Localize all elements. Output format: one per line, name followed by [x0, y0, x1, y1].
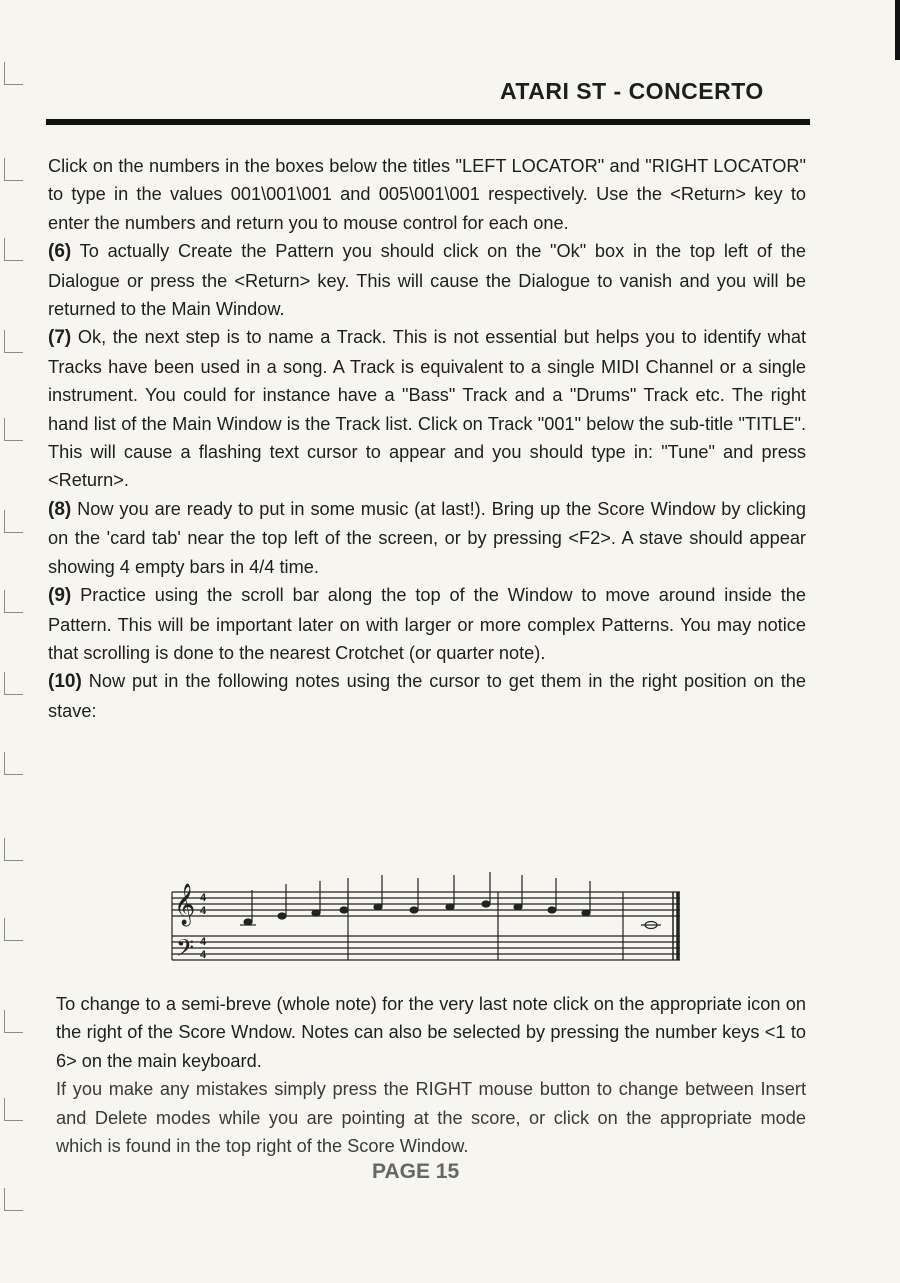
paragraph-locators: Click on the numbers in the boxes below the titles "LEFT LOCATOR" and "RIGHT LOCATOR" to type in the values 001\001\001 and 005\001\001 respectively. Use the <Return> key to enter the numbers and return you to mouse control for each one. [48, 156, 806, 233]
binding-mark [4, 752, 23, 775]
binding-mark [4, 330, 23, 353]
closing-text [56, 990, 806, 1160]
binding-mark [4, 62, 23, 85]
treble-clef-icon [174, 883, 195, 926]
step-number: (10) [48, 671, 82, 693]
binding-mark [4, 672, 23, 695]
paragraph-step-7 [48, 323, 806, 494]
binding-mark [4, 510, 23, 533]
page-header-title: ATARI ST - CONCERTO [500, 78, 764, 104]
page-number: PAGE 15 [372, 1160, 460, 1183]
body-text [48, 152, 806, 725]
paragraph-step-8 [48, 495, 806, 581]
step-text: Now you are ready to put in some music (at last!). Bring up the Score Window by clicking on the 'card tab' near the top left of the screen, or by pressing <F2>. A stave should appear showing 4 empty bars in 4/4 time. [48, 498, 806, 577]
binding-mark [4, 1098, 23, 1121]
paragraph-step-6 [48, 237, 806, 323]
binding-mark [4, 158, 23, 181]
paragraph-step-9 [48, 581, 806, 667]
paragraph-mistakes: If you make any mistakes simply press the RIGHT mouse button to change between Insert and Delete modes while you are pointing at the score, or click on the appropriate mode which is found in the top right of the Score Window. [56, 1079, 806, 1157]
binding-mark [4, 838, 23, 861]
binding-mark [4, 918, 23, 941]
binding-mark [4, 1010, 23, 1033]
step-number: (6) [48, 241, 72, 263]
music-score [168, 870, 683, 980]
page-edge [895, 0, 900, 60]
step-number: (8) [48, 498, 72, 520]
binding-mark [4, 418, 23, 441]
bass-clef-icon [176, 934, 194, 967]
binding-mark [4, 238, 23, 261]
time-signature-top: 4 [200, 892, 207, 904]
svg-text:𝄞: 𝄞 [174, 884, 196, 925]
time-signature-bottom: 4 [200, 905, 207, 917]
score-notes [240, 872, 661, 929]
svg-text:𝄢: 𝄢 [176, 934, 195, 967]
step-text: Practice using the scroll bar along the top of the Window to move around inside the Pattern. This will be important later on with larger or more complex Patterns. You may notice that scrolling is done to the nearest Crotchet (or quarter note). [48, 585, 806, 663]
step-text: Now put in the following notes using the cursor to get them in the right position on the stave: [48, 671, 807, 721]
step-text: Ok, the next step is to name a Track. This is not essential but helps you to identify what Tracks have been used in a song. A Track is equivalent to a single MIDI Channel or a single instrument. You could for instance have a "Bass" Track and a "Drums" Track etc. The right hand list of the Main Window is the Track list. Click on Track "001" below the sub-title "TITLE". This will cause a flashing text cursor to appear and you should type in: "Tune" and press <Return>. [48, 327, 806, 491]
binding-mark [4, 590, 23, 613]
step-text: To actually Create the Pattern you should click on the "Ok" box in the top left of the Dialogue or press the <Return> key. This will cause the Dialogue to vanish and you will be returned to the Main Window. [48, 241, 806, 320]
step-number: (7) [48, 327, 72, 349]
binding-mark [4, 1188, 23, 1211]
step-number: (9) [48, 585, 72, 607]
time-signature-bottom-bass: 4 [200, 949, 207, 961]
header-rule [46, 119, 810, 125]
paragraph-step-10 [48, 667, 806, 725]
time-signature-top-bass: 4 [200, 936, 207, 948]
paragraph-semibreve: To change to a semi-breve (whole note) for the very last note click on the appropriate icon on the right of the Score Wndow. Notes can also be selected by pressing the number keys <1 to 6> on the main keyboard. [56, 994, 806, 1071]
